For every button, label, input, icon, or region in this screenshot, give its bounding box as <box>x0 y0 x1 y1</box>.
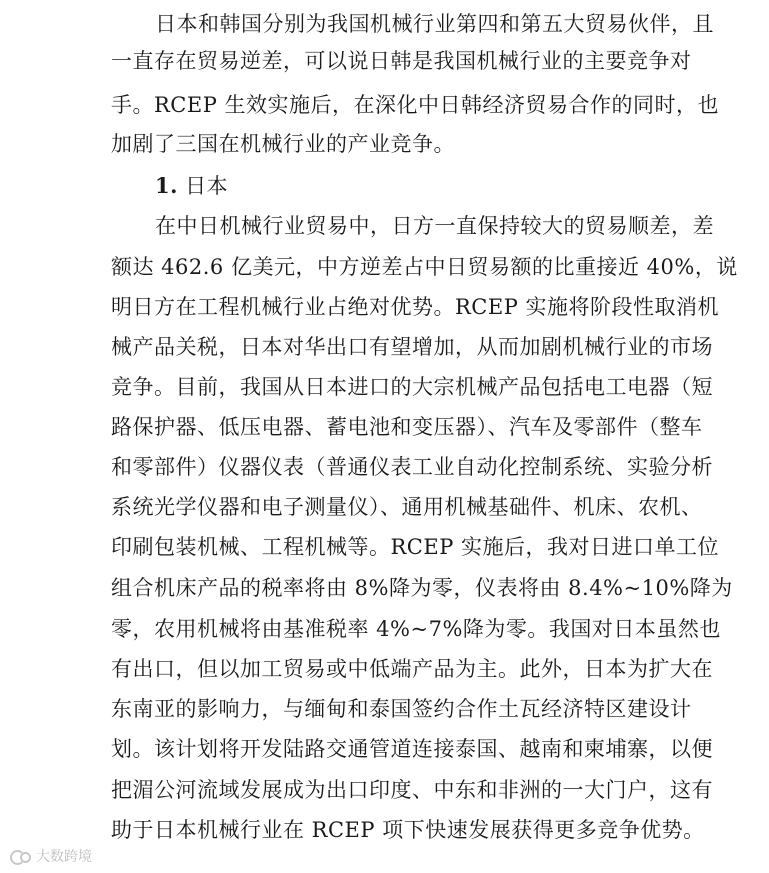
paragraph-line: 一直存在贸易逆差，可以说日韩是我国机械行业的主要竞争对 <box>111 49 692 73</box>
section-number: 1. <box>155 173 178 198</box>
section-title: 日本 <box>185 174 229 198</box>
paragraph-line: 竞争。目前，我国从日本进口的大宗机械产品包括电工电器（短 <box>111 375 713 399</box>
paragraph-line: 把湄公河流域发展成为出口印度、中东和非洲的一大门户，这有 <box>111 778 713 802</box>
paragraph-line: 明日方在工程机械行业占绝对优势。RCEP 实施将阶段性取消机 <box>111 295 720 319</box>
section-heading <box>155 173 228 199</box>
paragraph-line: 划。该计划将开发陆路交通管道连接泰国、越南和柬埔寨，以便 <box>111 737 713 761</box>
paragraph-line: 额达 462.6 亿美元，中方逆差占中日贸易额的比重接近 40%，说 <box>111 255 738 279</box>
paragraph-line: 有出口，但以加工贸易或中低端产品为主。此外，日本为扩大在 <box>111 657 713 681</box>
paragraph-line: 印刷包装机械、工程机械等。RCEP 实施后，我对日进口单工位 <box>111 535 720 559</box>
paragraph-line: 手。RCEP 生效实施后，在深化中日韩经济贸易合作的同时，也 <box>111 93 720 117</box>
paragraph-line: 零，农用机械将由基准税率 4%~7%降为零。我国对日本虽然也 <box>111 617 721 641</box>
paragraph-line: 路保护器、低压电器、蓄电池和变压器）、汽车及零部件（整车 <box>111 415 703 439</box>
paragraph-line: 在中日机械行业贸易中，日方一直保持较大的贸易顺差，差 <box>155 214 714 238</box>
paragraph-line: 东南亚的影响力，与缅甸和泰国签约合作土瓦经济特区建设计 <box>111 697 692 721</box>
paragraph-line: 系统光学仪器和电子测量仪）、通用机械基础件、机床、农机、 <box>111 495 703 519</box>
watermark <box>10 846 92 866</box>
paragraph-line: 和零部件）仪器仪表（普通仪表工业自动化控制系统、实验分析 <box>111 455 713 479</box>
paragraph-line: 械产品关税，日本对华出口有望增加，从而加剧机械行业的市场 <box>111 335 713 359</box>
watermark-logo-icon <box>10 849 32 863</box>
paragraph-line: 组合机床产品的税率将由 8%降为零，仪表将由 8.4%~10%降为 <box>111 576 733 600</box>
paragraph-line: 日本和韩国分别为我国机械行业第四和第五大贸易伙伴，且 <box>155 12 714 36</box>
watermark-text: 大数跨境 <box>36 849 92 865</box>
paragraph-line: 助于日本机械行业在 RCEP 项下快速发展获得更多竞争优势。 <box>111 818 705 842</box>
paragraph-line: 加剧了三国在机械行业的产业竞争。 <box>111 132 455 156</box>
